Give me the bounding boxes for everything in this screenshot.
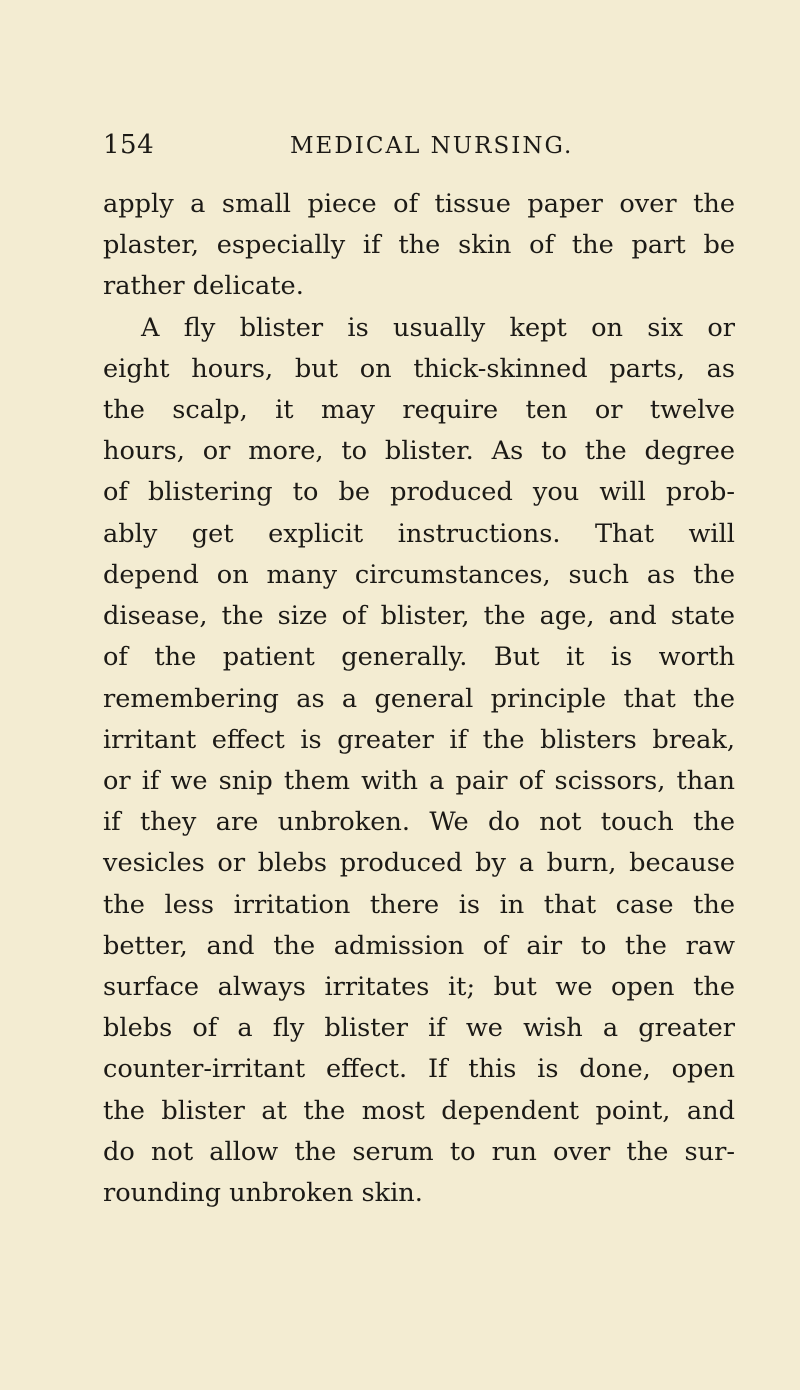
text-line: rounding unbroken skin. [103, 1178, 423, 1208]
text-line: the blister at the most dependent point, and [103, 1096, 735, 1126]
text-line: plaster, especially if the skin of the part be [103, 230, 735, 260]
text-line: better, and the admission of air to the raw [103, 931, 735, 961]
text-line: eight hours, but on thick-skinned parts, as [103, 354, 735, 384]
text-line: the scalp, it may require ten or twelve [103, 395, 735, 425]
text-line: counter-irritant effect. If this is done, open [103, 1054, 735, 1084]
page-number: 154 [103, 130, 155, 160]
text-line: the less irritation there is in that case the [103, 890, 735, 920]
text-line: depend on many circumstances, such as the [103, 560, 735, 590]
running-head: MEDICAL NURSING. [290, 133, 574, 159]
text-line: vesicles or blebs produced by a burn, because [103, 848, 735, 878]
text-line: remembering as a general principle that the [103, 684, 735, 714]
paragraph-first-line: A fly blister is usually kept on six or [141, 313, 735, 343]
text-line: of blistering to be produced you will prob- [103, 477, 735, 507]
text-line: of the patient generally. But it is worth [103, 642, 735, 672]
text-line: if they are unbroken. We do not touch the [103, 807, 735, 837]
text-line: or if we snip them with a pair of scissors, than [103, 766, 735, 796]
text-line: blebs of a fly blister if we wish a greater [103, 1013, 735, 1043]
text-line: apply a small piece of tissue paper over the [103, 189, 735, 219]
text-line: hours, or more, to blister. As to the degree [103, 436, 735, 466]
text-line: ably get explicit instructions. That will [103, 519, 735, 549]
text-line: rather delicate. [103, 271, 304, 301]
text-line: irritant effect is greater if the blisters break, [103, 725, 735, 755]
text-line: surface always irritates it; but we open the [103, 972, 735, 1002]
text-line: do not allow the serum to run over the sur- [103, 1137, 735, 1167]
text-line: disease, the size of blister, the age, and state [103, 601, 735, 631]
